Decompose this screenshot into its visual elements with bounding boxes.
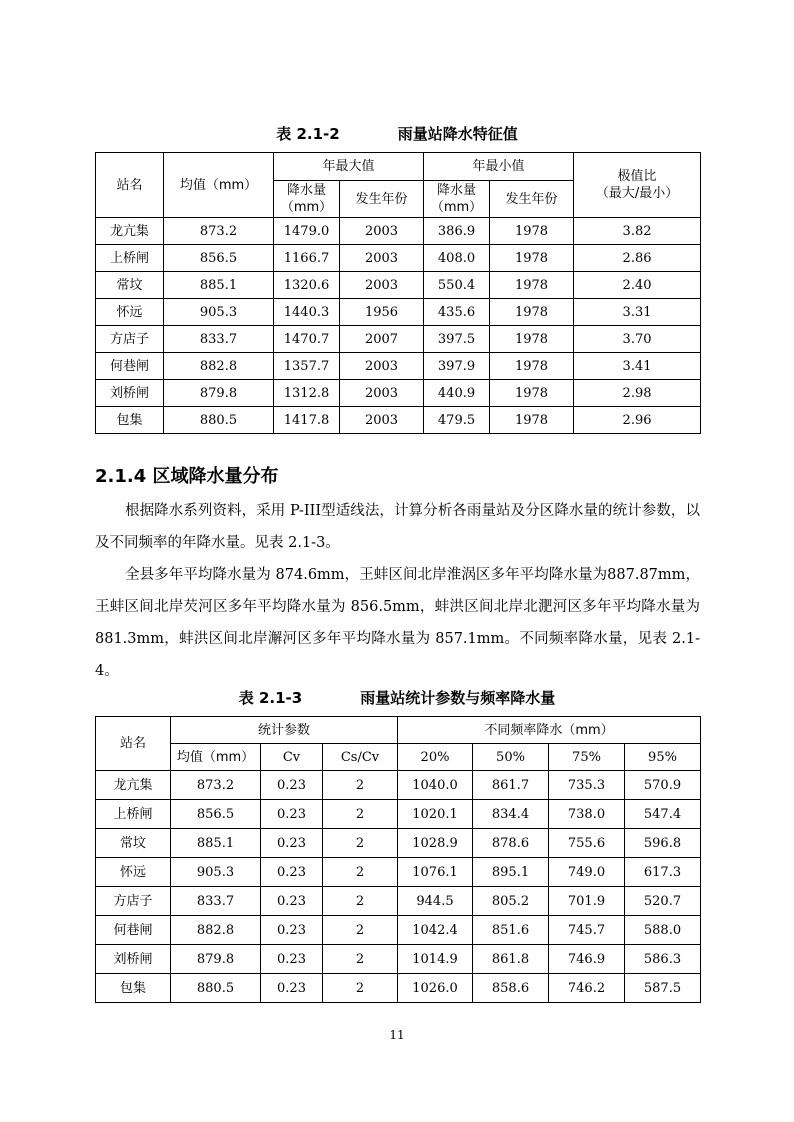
table-cell: 833.7 bbox=[164, 326, 274, 353]
table-cell: 2003 bbox=[340, 218, 424, 245]
station-name-cell: 包集 bbox=[96, 407, 164, 434]
table-cell: 1978 bbox=[490, 326, 574, 353]
section-heading: 2.1.4 区域降水量分布 bbox=[95, 466, 279, 487]
table-cell: 885.1 bbox=[164, 272, 274, 299]
table-row bbox=[96, 272, 701, 299]
table-cell: 2.96 bbox=[574, 407, 701, 434]
table-cell: 905.3 bbox=[171, 858, 261, 887]
table-cell: 1312.8 bbox=[274, 380, 340, 407]
table-row bbox=[96, 380, 701, 407]
header-extreme-ratio bbox=[574, 153, 701, 218]
header-annual-max: 年最大值 bbox=[274, 153, 424, 181]
table-cell: 2003 bbox=[340, 272, 424, 299]
table-row bbox=[96, 916, 701, 945]
table2-caption bbox=[0, 687, 794, 708]
table-cell: 617.3 bbox=[625, 858, 701, 887]
table-cell: 3.41 bbox=[574, 353, 701, 380]
table-cell: 882.8 bbox=[164, 353, 274, 380]
table-cell: 0.23 bbox=[261, 974, 323, 1003]
header-max-precip-unit: （mm） bbox=[280, 200, 333, 215]
station-name-cell: 龙亢集 bbox=[96, 218, 164, 245]
table-row bbox=[96, 353, 701, 380]
table-cell: 2.98 bbox=[574, 380, 701, 407]
table-cell: 873.2 bbox=[171, 771, 261, 800]
table-cell: 596.8 bbox=[625, 829, 701, 858]
table-cell: 856.5 bbox=[164, 245, 274, 272]
table-cell: 833.7 bbox=[171, 887, 261, 916]
table-cell: 2003 bbox=[340, 245, 424, 272]
header-min-precip bbox=[424, 181, 490, 218]
station-name-cell: 上桥闸 bbox=[96, 800, 171, 829]
table-cell: 1026.0 bbox=[398, 974, 473, 1003]
table-cell: 858.6 bbox=[473, 974, 549, 1003]
table-row bbox=[96, 887, 701, 916]
page-number: 11 bbox=[389, 1028, 405, 1042]
table-cell: 834.4 bbox=[473, 800, 549, 829]
table1-caption bbox=[0, 123, 794, 144]
table-cell: 587.5 bbox=[625, 974, 701, 1003]
table-row bbox=[96, 829, 701, 858]
table-row bbox=[96, 858, 701, 887]
table-cell: 851.6 bbox=[473, 916, 549, 945]
station-name-cell: 常坟 bbox=[96, 829, 171, 858]
header-p20: 20% bbox=[398, 744, 473, 771]
table-cell: 2.86 bbox=[574, 245, 701, 272]
table-cell: 745.7 bbox=[549, 916, 625, 945]
table-cell: 885.1 bbox=[171, 829, 261, 858]
table-cell: 588.0 bbox=[625, 916, 701, 945]
header-station: 站名 bbox=[96, 153, 164, 218]
table-cell: 408.0 bbox=[424, 245, 490, 272]
station-name-cell: 方店子 bbox=[96, 326, 164, 353]
table-cell: 570.9 bbox=[625, 771, 701, 800]
header-station: 站名 bbox=[96, 717, 171, 771]
table-cell: 879.8 bbox=[171, 945, 261, 974]
table-cell: 435.6 bbox=[424, 299, 490, 326]
station-name-cell: 常坟 bbox=[96, 272, 164, 299]
table-cell: 878.6 bbox=[473, 829, 549, 858]
table-cell: 856.5 bbox=[171, 800, 261, 829]
header-cscv: Cs/Cv bbox=[323, 744, 398, 771]
table-cell: 1042.4 bbox=[398, 916, 473, 945]
table-cell: 1014.9 bbox=[398, 945, 473, 974]
table2-caption-number: 表 2.1-3 bbox=[238, 689, 303, 707]
table-row bbox=[96, 945, 701, 974]
table-cell: 2007 bbox=[340, 326, 424, 353]
table-cell: 2003 bbox=[340, 407, 424, 434]
table-cell: 805.2 bbox=[473, 887, 549, 916]
table-cell: 440.9 bbox=[424, 380, 490, 407]
station-name-cell: 龙亢集 bbox=[96, 771, 171, 800]
station-name-cell: 何巷闸 bbox=[96, 916, 171, 945]
table-cell: 1440.3 bbox=[274, 299, 340, 326]
table-cell: 1040.0 bbox=[398, 771, 473, 800]
table-cell: 2003 bbox=[340, 353, 424, 380]
table-cell: 1357.7 bbox=[274, 353, 340, 380]
paragraph-1: 根据降水系列资料，采用 P-III型适线法，计算分析各雨量站及分区降水量的统计参数，以及不同频率的年降水量。见表 2.1-3。 bbox=[95, 503, 700, 551]
table-cell: 1166.7 bbox=[274, 245, 340, 272]
table-cell: 397.5 bbox=[424, 326, 490, 353]
station-name-cell: 刘桥闸 bbox=[96, 380, 164, 407]
header-p50: 50% bbox=[473, 744, 549, 771]
table-cell: 2003 bbox=[340, 380, 424, 407]
table-cell: 749.0 bbox=[549, 858, 625, 887]
table-cell: 746.9 bbox=[549, 945, 625, 974]
table-cell: 738.0 bbox=[549, 800, 625, 829]
table-cell: 2 bbox=[323, 945, 398, 974]
table-cell: 520.7 bbox=[625, 887, 701, 916]
station-name-cell: 刘桥闸 bbox=[96, 945, 171, 974]
header-max-year: 发生年份 bbox=[340, 181, 424, 218]
table-cell: 3.70 bbox=[574, 326, 701, 353]
table-row bbox=[96, 326, 701, 353]
header-min-precip-label: 降水量 bbox=[437, 183, 477, 198]
station-name-cell: 怀远 bbox=[96, 299, 164, 326]
table-cell: 882.8 bbox=[171, 916, 261, 945]
table1-caption-title: 雨量站降水特征值 bbox=[397, 125, 518, 143]
table-cell: 2.40 bbox=[574, 272, 701, 299]
table-cell: 746.2 bbox=[549, 974, 625, 1003]
table-cell: 1076.1 bbox=[398, 858, 473, 887]
table-row bbox=[96, 218, 701, 245]
table-cell: 1978 bbox=[490, 245, 574, 272]
table-cell: 905.3 bbox=[164, 299, 274, 326]
table-cell: 2 bbox=[323, 858, 398, 887]
table-cell: 386.9 bbox=[424, 218, 490, 245]
table-cell: 0.23 bbox=[261, 887, 323, 916]
table-row bbox=[96, 800, 701, 829]
table-cell: 861.7 bbox=[473, 771, 549, 800]
table-cell: 2 bbox=[323, 916, 398, 945]
table-cell: 1479.0 bbox=[274, 218, 340, 245]
header-cv: Cv bbox=[261, 744, 323, 771]
table2-caption-title: 雨量站统计参数与频率降水量 bbox=[360, 689, 556, 707]
table-cell: 944.5 bbox=[398, 887, 473, 916]
table-cell: 755.6 bbox=[549, 829, 625, 858]
table-cell: 1470.7 bbox=[274, 326, 340, 353]
header-ratio-sub: （最大/最小） bbox=[595, 186, 679, 201]
header-ratio-label: 极值比 bbox=[617, 169, 657, 184]
header-min-precip-unit: （mm） bbox=[430, 200, 483, 215]
table-statistical-parameters bbox=[95, 716, 701, 1003]
table-cell: 3.31 bbox=[574, 299, 701, 326]
header-p95: 95% bbox=[625, 744, 701, 771]
table-cell: 701.9 bbox=[549, 887, 625, 916]
table-cell: 880.5 bbox=[164, 407, 274, 434]
table-cell: 861.8 bbox=[473, 945, 549, 974]
table-cell: 1417.8 bbox=[274, 407, 340, 434]
table-cell: 0.23 bbox=[261, 858, 323, 887]
table-cell: 1320.6 bbox=[274, 272, 340, 299]
table-cell: 0.23 bbox=[261, 800, 323, 829]
station-name-cell: 何巷闸 bbox=[96, 353, 164, 380]
table-cell: 586.3 bbox=[625, 945, 701, 974]
table-cell: 2 bbox=[323, 800, 398, 829]
table-row bbox=[96, 974, 701, 1003]
header-freq-precip: 不同频率降水（mm） bbox=[398, 717, 701, 744]
table-row bbox=[96, 771, 701, 800]
station-name-cell: 方店子 bbox=[96, 887, 171, 916]
table-cell: 2 bbox=[323, 829, 398, 858]
table-cell: 2 bbox=[323, 771, 398, 800]
table-cell: 1978 bbox=[490, 218, 574, 245]
table-cell: 0.23 bbox=[261, 945, 323, 974]
table-cell: 550.4 bbox=[424, 272, 490, 299]
header-stats-params: 统计参数 bbox=[171, 717, 398, 744]
table-cell: 2 bbox=[323, 974, 398, 1003]
header-mean: 均值（mm） bbox=[171, 744, 261, 771]
table-cell: 479.5 bbox=[424, 407, 490, 434]
table-cell: 547.4 bbox=[625, 800, 701, 829]
table-precip-characteristics bbox=[95, 152, 701, 434]
table-cell: 735.3 bbox=[549, 771, 625, 800]
table-cell: 0.23 bbox=[261, 771, 323, 800]
table-cell: 1978 bbox=[490, 380, 574, 407]
table-cell: 879.8 bbox=[164, 380, 274, 407]
paragraph-2: 全县多年平均降水量为 874.6mm，王蚌区间北岸淮涡区多年平均降水量为887.87mm，王蚌区间北岸芡河区多年平均降水量为 856.5mm，蚌洪区间北岸北淝河区多年平均降水量为 881.3mm，蚌洪区间北岸澥河区多年平均降水量为 857.1mm。不同频率降水量，见表 2.1-4。 bbox=[95, 567, 700, 679]
station-name-cell: 上桥闸 bbox=[96, 245, 164, 272]
table-cell: 1978 bbox=[490, 353, 574, 380]
table-cell: 0.23 bbox=[261, 829, 323, 858]
table-cell: 873.2 bbox=[164, 218, 274, 245]
table-cell: 895.1 bbox=[473, 858, 549, 887]
table-cell: 0.23 bbox=[261, 916, 323, 945]
table-cell: 1978 bbox=[490, 407, 574, 434]
table-row bbox=[96, 407, 701, 434]
table1-caption-number: 表 2.1-2 bbox=[276, 125, 340, 143]
table-cell: 2 bbox=[323, 887, 398, 916]
table-cell: 1956 bbox=[340, 299, 424, 326]
table-cell: 3.82 bbox=[574, 218, 701, 245]
station-name-cell: 怀远 bbox=[96, 858, 171, 887]
header-max-precip bbox=[274, 181, 340, 218]
header-min-year: 发生年份 bbox=[490, 181, 574, 218]
header-max-precip-label: 降水量 bbox=[286, 183, 326, 198]
header-p75: 75% bbox=[549, 744, 625, 771]
header-annual-min: 年最小值 bbox=[424, 153, 574, 181]
table-cell: 1978 bbox=[490, 299, 574, 326]
table-cell: 1978 bbox=[490, 272, 574, 299]
table-cell: 1020.1 bbox=[398, 800, 473, 829]
header-mean: 均值（mm） bbox=[164, 153, 274, 218]
table-row bbox=[96, 245, 701, 272]
station-name-cell: 包集 bbox=[96, 974, 171, 1003]
table-row bbox=[96, 299, 701, 326]
table-cell: 880.5 bbox=[171, 974, 261, 1003]
table-cell: 397.9 bbox=[424, 353, 490, 380]
table-cell: 1028.9 bbox=[398, 829, 473, 858]
